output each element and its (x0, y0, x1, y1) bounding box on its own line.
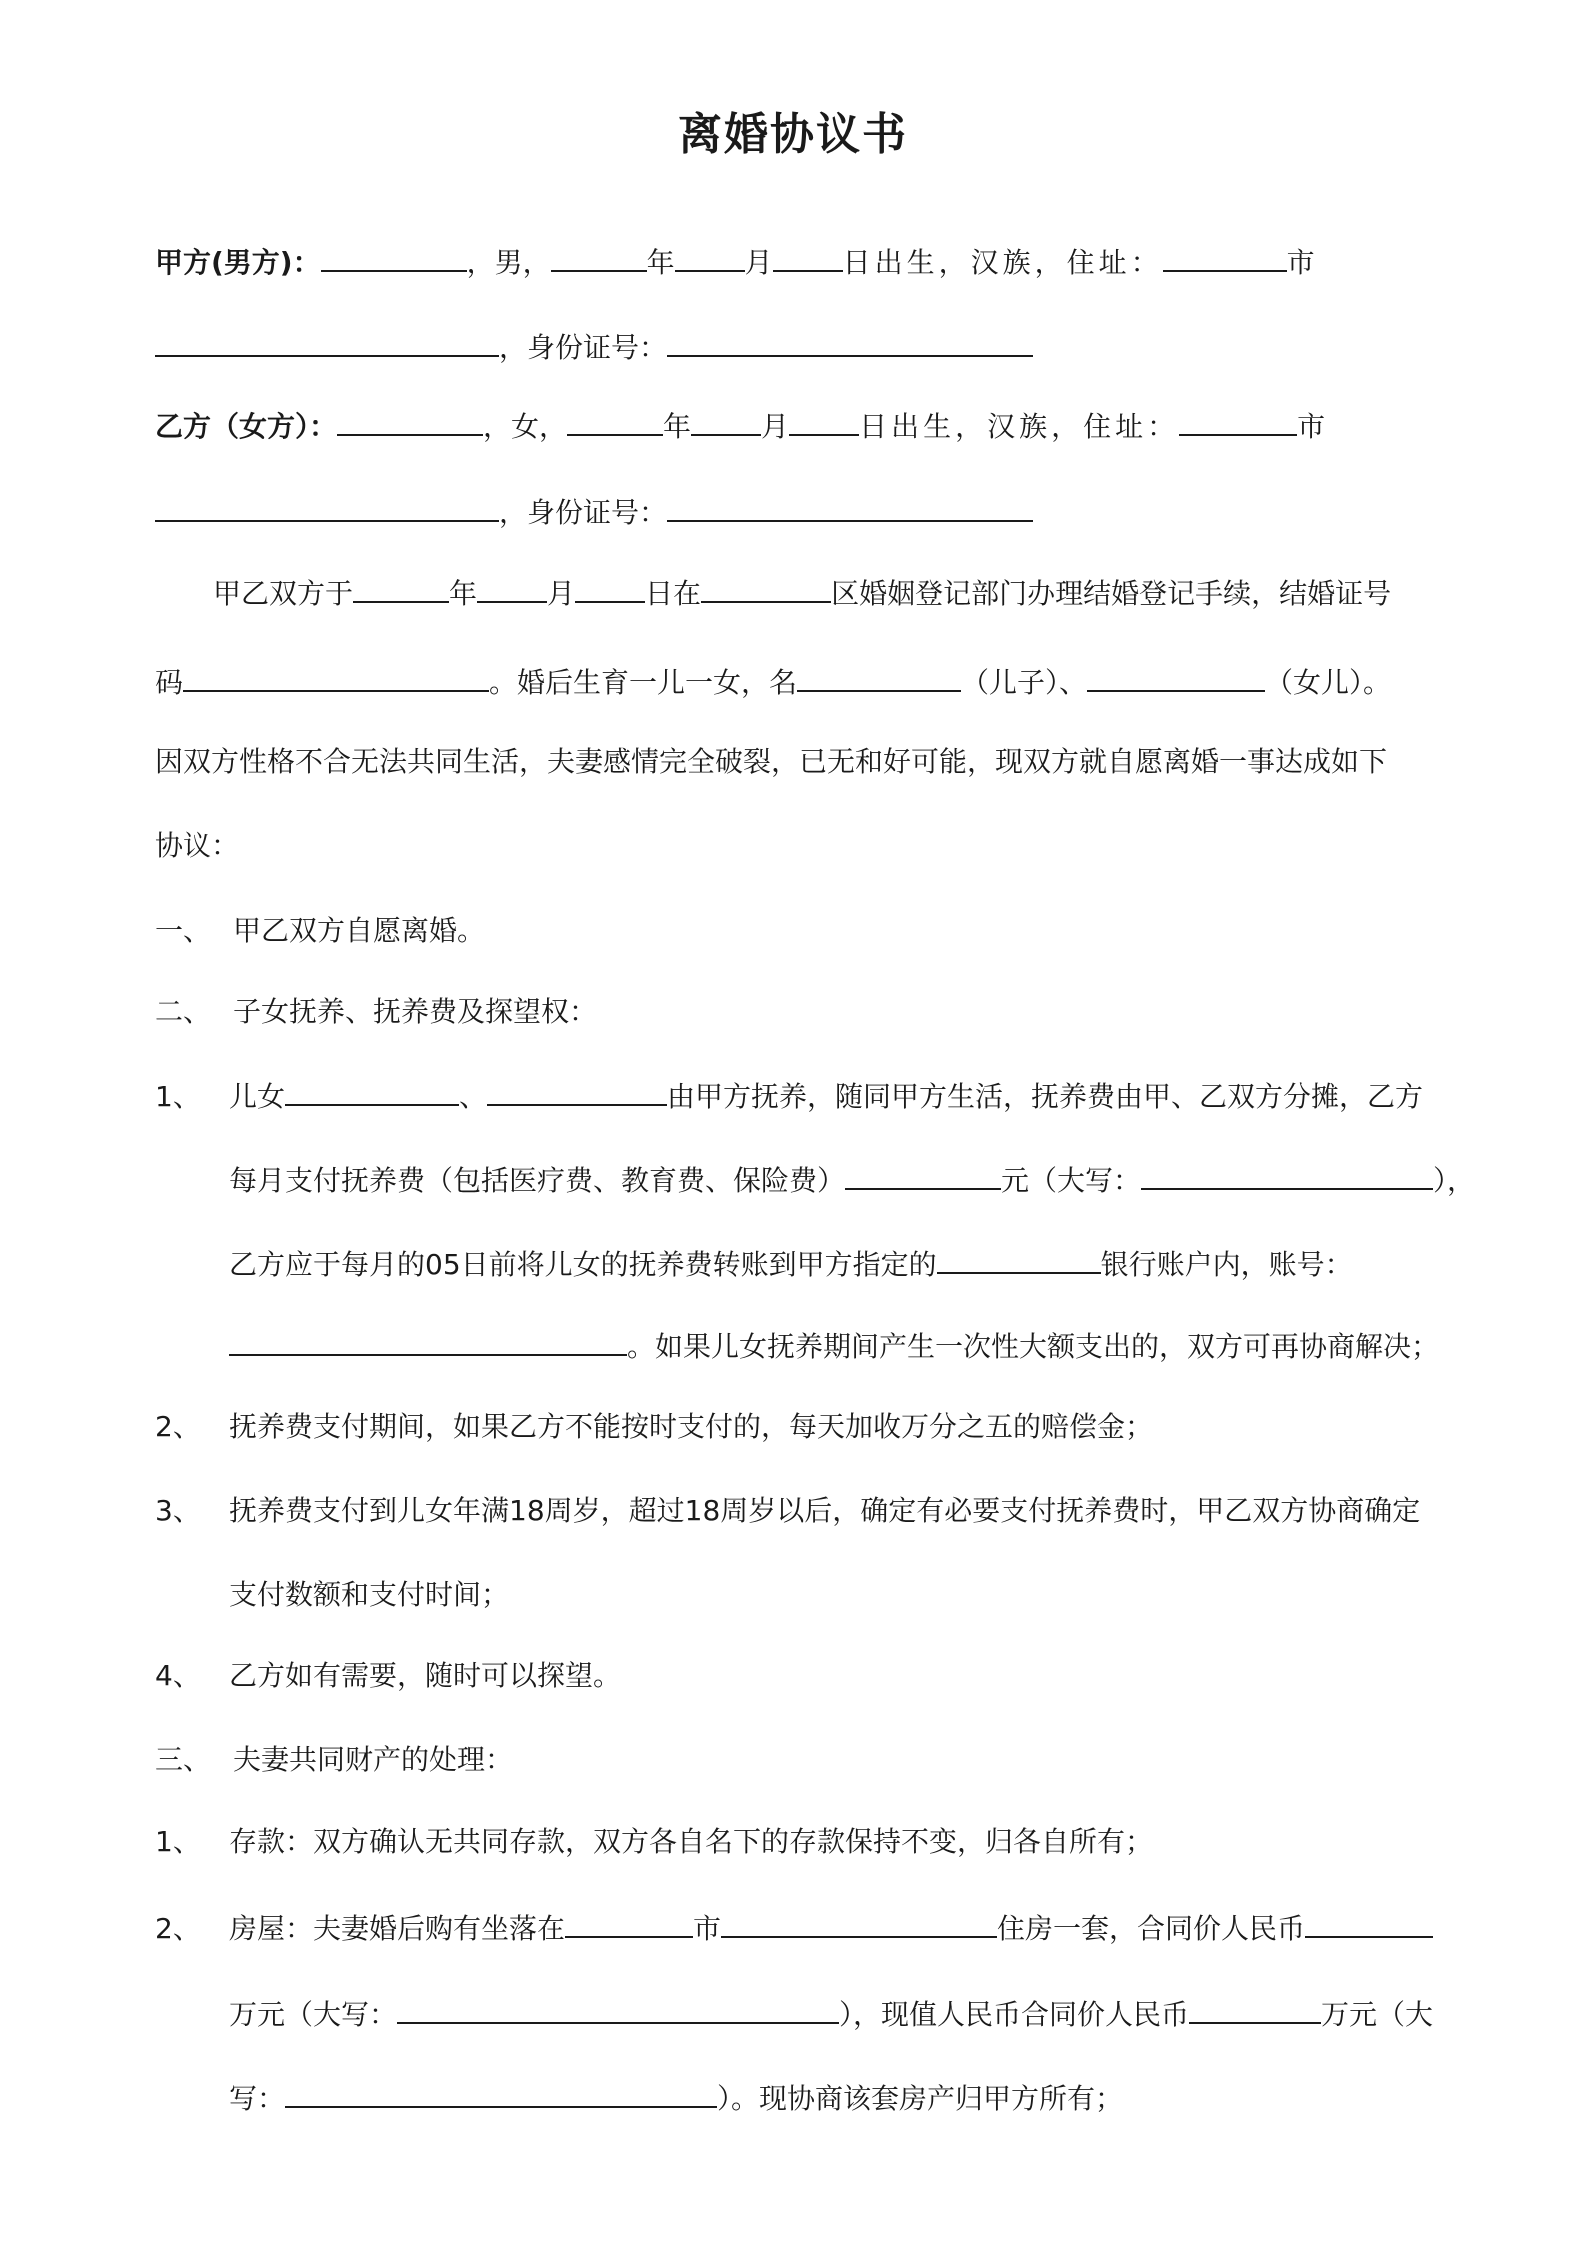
childcare-item-3-line-2: 支付数额和支付时间； (229, 1578, 510, 1611)
party-b-gender: ，女， (483, 410, 568, 443)
party-b-id-line (155, 492, 1033, 533)
childcare-custody-text: 由甲方抚养，随同甲方生活，抚养费由甲、乙双方分摊，乙方 (667, 1080, 1424, 1113)
party-b-address-blank[interactable] (155, 492, 499, 522)
childcare-item-3-number: 3、 (155, 1494, 201, 1527)
property-item-2-line-2 (229, 1994, 1433, 2035)
intro-daughter: （女儿）。 (1265, 666, 1392, 699)
party-a-birth-label: 日出生，汉族，住址： (842, 246, 1163, 279)
childcare-item-1-line-2 (229, 1160, 1475, 1201)
intro-line-1 (213, 573, 1391, 614)
daughter-name-blank[interactable] (1087, 662, 1265, 692)
intro-line-3: 因双方性格不合无法共同生活，夫妻感情完全破裂，已无和好可能，现双方就自愿离婚一事达成如下 (155, 745, 1388, 778)
childcare-account-label: 银行账户内，账号： (1100, 1248, 1353, 1281)
house-address-blank[interactable] (721, 1908, 997, 1938)
childcare-item-1 (155, 1076, 1423, 1117)
property-ownership-text: ）。现协商该套房产归甲方所有； (717, 2082, 1124, 2115)
marriage-district-blank[interactable] (701, 573, 831, 603)
intro-line-2 (155, 662, 1391, 703)
party-b-city-blank[interactable] (1179, 406, 1297, 436)
property-item-2 (155, 1908, 1433, 1949)
party-a-city-blank[interactable] (1163, 242, 1287, 272)
property-item-2-number: 2、 (155, 1912, 201, 1945)
party-a-id-label: ，身份证号： (499, 331, 668, 364)
section-1 (155, 911, 485, 951)
account-number-blank[interactable] (229, 1326, 627, 1356)
party-b-year-blank[interactable] (567, 406, 663, 436)
intro-line-4: 协议： (155, 829, 240, 862)
property-contract-text: 住房一套，合同价人民币 (997, 1912, 1306, 1945)
party-b-id-label: ，身份证号： (499, 496, 668, 529)
intro-month: 月 (547, 577, 576, 610)
party-b-line (155, 406, 1325, 447)
childcare-item-1-number: 1、 (155, 1080, 201, 1113)
childcare-item-4 (155, 1656, 621, 1696)
party-a-gender: ，男， (466, 246, 551, 279)
document-title: 离婚协议书 (678, 109, 908, 160)
childcare-item-4-number: 4、 (155, 1659, 201, 1692)
party-b-name-blank[interactable] (337, 406, 483, 436)
childcare-item-3-text: 抚养费支付到儿女年满18周岁，超过18周岁以后，确定有必要支付抚养费时，甲乙双方协商确定 (229, 1494, 1421, 1527)
party-b-year-label: 年 (663, 410, 692, 443)
party-a-id-blank[interactable] (667, 327, 1033, 357)
support-amount-blank[interactable] (845, 1160, 1001, 1190)
childcare-item-2 (155, 1407, 1153, 1447)
intro-children: 。婚后生育一儿一女，名 (489, 666, 798, 699)
childcare-expense-text: 。如果儿女抚养期间产生一次性大额支出的，双方可再协商解决； (627, 1330, 1440, 1363)
party-b-day-blank[interactable] (789, 406, 859, 436)
childcare-transfer-text: 乙方应于每月的05日前将儿女的抚养费转账到甲方指定的 (229, 1248, 937, 1281)
party-a-day-blank[interactable] (773, 242, 843, 272)
section-2-number: 二、 (155, 995, 212, 1028)
party-b-label: 乙方（女方）： (155, 410, 338, 443)
bank-name-blank[interactable] (937, 1244, 1101, 1274)
party-a-line (155, 242, 1315, 283)
section-3-number: 三、 (155, 1743, 212, 1776)
childcare-item-1-line-4 (229, 1326, 1439, 1367)
support-yuan-label: 元（大写： (1001, 1164, 1142, 1197)
section-2-text: 子女抚养、抚养费及探望权： (233, 995, 598, 1028)
party-b-id-blank[interactable] (667, 492, 1033, 522)
current-value-words-blank[interactable] (285, 2078, 717, 2108)
property-item-2-line-3 (229, 2078, 1123, 2119)
property-wan-label-2: 万元（大 (1321, 1998, 1434, 2031)
contract-price-blank[interactable] (1305, 1908, 1433, 1938)
property-item-1 (155, 1822, 1153, 1862)
intro-text-b: 区婚姻登记部门办理结婚登记手续，结婚证号 (831, 577, 1392, 610)
intro-year: 年 (449, 577, 478, 610)
party-a-year-label: 年 (646, 246, 675, 279)
child-2-name-blank[interactable] (487, 1076, 667, 1106)
party-b-city-label: 市 (1297, 410, 1326, 443)
marriage-year-blank[interactable] (353, 573, 449, 603)
party-a-address-blank[interactable] (155, 327, 499, 357)
support-close-paren: ）， (1433, 1164, 1476, 1197)
property-wan-label: 万元（大写： (229, 1998, 398, 2031)
property-city-label: 市 (693, 1912, 722, 1945)
section-1-number: 一、 (155, 914, 212, 947)
party-a-city-label: 市 (1286, 246, 1315, 279)
intro-text: 甲乙双方于 (213, 577, 354, 610)
childcare-item-2-text: 抚养费支付期间，如果乙方不能按时支付的，每天加收万分之五的赔偿金； (229, 1410, 1154, 1443)
party-a-year-blank[interactable] (551, 242, 647, 272)
party-b-birth-label: 日出生，汉族，住址： (859, 410, 1180, 443)
section-1-text: 甲乙双方自愿离婚。 (233, 914, 486, 947)
intro-cert-label: 码 (155, 666, 184, 699)
support-amount-words-blank[interactable] (1141, 1160, 1433, 1190)
party-a-month-blank[interactable] (675, 242, 745, 272)
party-a-id-line (155, 327, 1033, 368)
marriage-day-blank[interactable] (575, 573, 645, 603)
section-3-text: 夫妻共同财产的处理： (233, 1743, 514, 1776)
property-current-value-text: ），现值人民币合同价人民币 (839, 1998, 1190, 2031)
section-2 (155, 992, 597, 1032)
marriage-month-blank[interactable] (477, 573, 547, 603)
house-city-blank[interactable] (565, 1908, 693, 1938)
child-1-name-blank[interactable] (285, 1076, 459, 1106)
intro-son: （儿子）、 (961, 666, 1088, 699)
childcare-support-text: 每月支付抚养费（包括医疗费、教育费、保险费） (229, 1164, 846, 1197)
childcare-item-4-text: 乙方如有需要，随时可以探望。 (229, 1659, 622, 1692)
property-house-text: 房屋：夫妻婚后购有坐落在 (229, 1912, 566, 1945)
party-a-name-blank[interactable] (321, 242, 467, 272)
childcare-separator: 、 (459, 1080, 488, 1113)
marriage-cert-blank[interactable] (183, 662, 489, 692)
childcare-children-label: 儿女 (229, 1080, 286, 1113)
intro-day: 日在 (645, 577, 702, 610)
childcare-item-1-line-3 (229, 1244, 1353, 1285)
property-item-1-text: 存款：双方确认无共同存款，双方各自名下的存款保持不变，归各自所有； (229, 1825, 1154, 1858)
section-3 (155, 1740, 513, 1780)
current-value-blank[interactable] (1189, 1994, 1321, 2024)
childcare-item-3 (155, 1491, 1420, 1531)
party-b-month-label: 月 (761, 410, 790, 443)
childcare-item-2-number: 2、 (155, 1410, 201, 1443)
contract-price-words-blank[interactable] (397, 1994, 839, 2024)
party-a-month-label: 月 (744, 246, 773, 279)
party-b-month-blank[interactable] (691, 406, 761, 436)
son-name-blank[interactable] (797, 662, 961, 692)
property-item-1-number: 1、 (155, 1825, 201, 1858)
party-a-label: 甲方(男方)： (155, 246, 321, 279)
property-write-label: 写： (229, 2082, 286, 2115)
